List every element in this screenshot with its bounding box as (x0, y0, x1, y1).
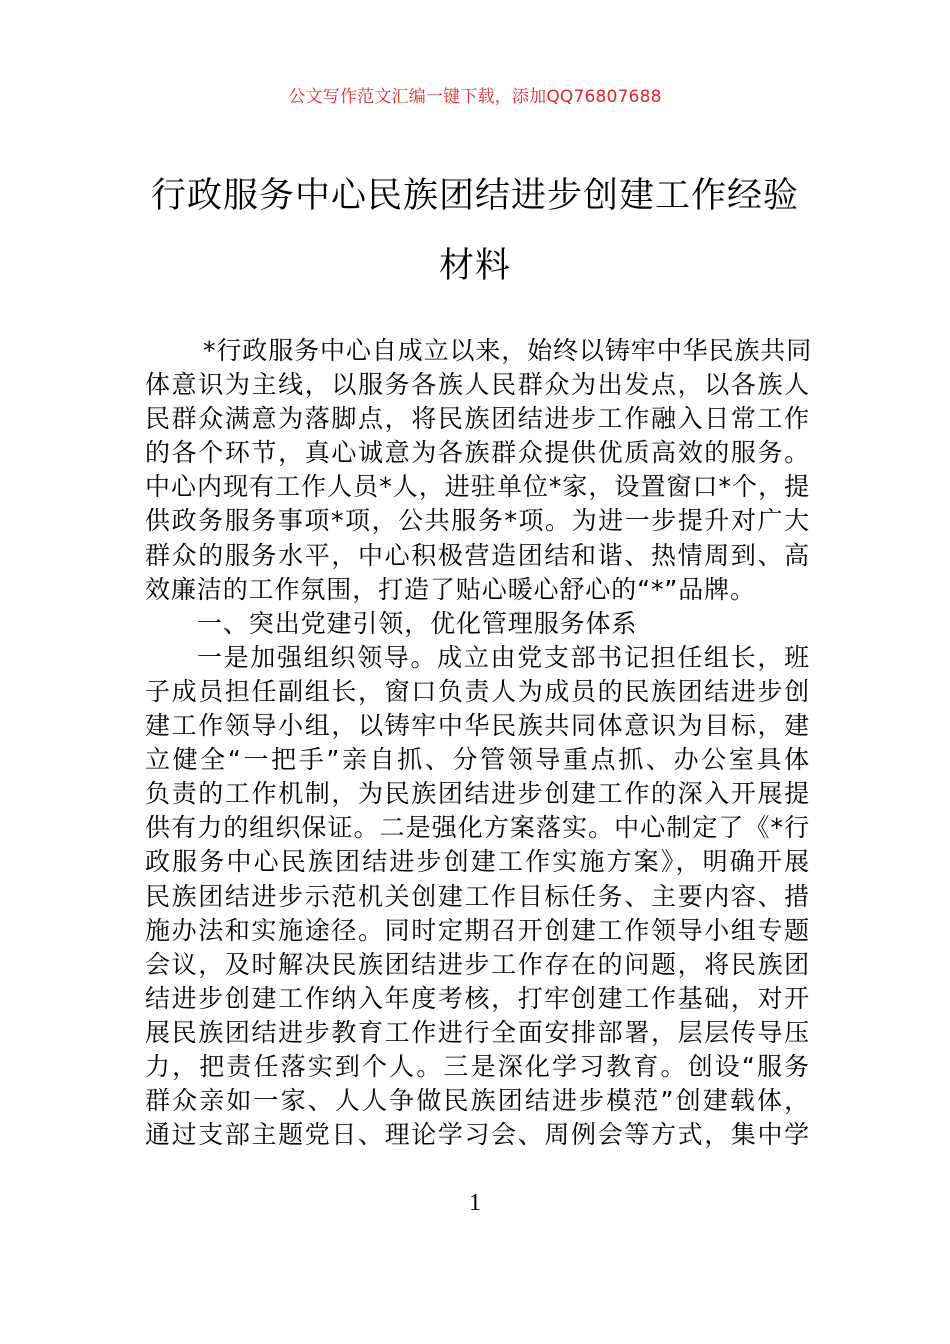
paragraph-line: 政服务中心民族团结进步创建工作实施方案》，明确开展 (145, 847, 810, 877)
paragraph-line: 施办法和实施途径。同时定期召开创建工作领导小组专题 (145, 915, 810, 945)
paragraph-line: 会议，及时解决民族团结进步工作存在的问题，将民族团 (145, 949, 810, 979)
paragraph-line: 体意识为主线，以服务各族人民群众为出发点，以各族人 (145, 370, 810, 400)
paragraph-line: 立健全“一把手”亲自抓、分管领导重点抓、办公室具体 (145, 745, 810, 775)
promo-banner: 公文写作范文汇编一键下载，添加QQ76807688 (288, 87, 662, 107)
document-title-line-1: 行政服务中心民族团结进步创建工作经验 (150, 176, 799, 216)
paragraph-line: *行政服务中心自成立以来，始终以铸牢中华民族共同 (203, 336, 813, 365)
paragraph-line: 力，把责任落实到个人。三是深化学习教育。创设“服务 (145, 1051, 810, 1081)
paragraph-line: 群众的服务水平，中心积极营造团结和谐、热情周到、高 (145, 540, 810, 570)
paragraph-line: 建工作领导小组，以铸牢中华民族共同体意识为目标，建 (145, 711, 810, 741)
paragraph-line: 子成员担任副组长，窗口负责人为成员的民族团结进步创 (145, 676, 810, 706)
page-number: 1 (469, 1190, 481, 1216)
paragraph-line: 通过支部主题党日、理论学习会、周例会等方式，集中学 (145, 1120, 810, 1150)
paragraph-line: 供政务服务事项*项，公共服务*项。为进一步提升对广大 (145, 506, 810, 536)
document-body (145, 334, 813, 1152)
section-heading: 一、突出党建引领，优化管理服务体系 (197, 608, 638, 638)
paragraph-line: 供有力的组织保证。二是强化方案落实。中心制定了《*行 (145, 813, 810, 843)
paragraph-line: 群众亲如一家、人人争做民族团结进步模范”创建载体， (145, 1086, 810, 1116)
paragraph-line: 结进步创建工作纳入年度考核，打牢创建工作基础，对开 (145, 983, 810, 1013)
paragraph-line: 中心内现有工作人员*人，进驻单位*家，设置窗口*个，提 (145, 472, 810, 502)
paragraph-line: 负责的工作机制，为民族团结进步创建工作的深入开展提 (145, 779, 810, 809)
paragraph-line: 展民族团结进步教育工作进行全面安排部署，层层传导压 (145, 1017, 810, 1047)
paragraph-line: 民族团结进步示范机关创建工作目标任务、主要内容、措 (145, 881, 810, 911)
paragraph-line: 效廉洁的工作氛围，打造了贴心暖心舒心的“*”品牌。 (145, 574, 756, 604)
paragraph-line: 一是加强组织领导。成立由党支部书记担任组长，班 (197, 642, 810, 672)
paragraph-line: 民群众满意为落脚点，将民族团结进步工作融入日常工作 (145, 404, 810, 434)
document-title-line-2: 材料 (438, 246, 511, 286)
paragraph-line: 的各个环节，真心诚意为各族群众提供优质高效的服务。 (145, 438, 810, 468)
